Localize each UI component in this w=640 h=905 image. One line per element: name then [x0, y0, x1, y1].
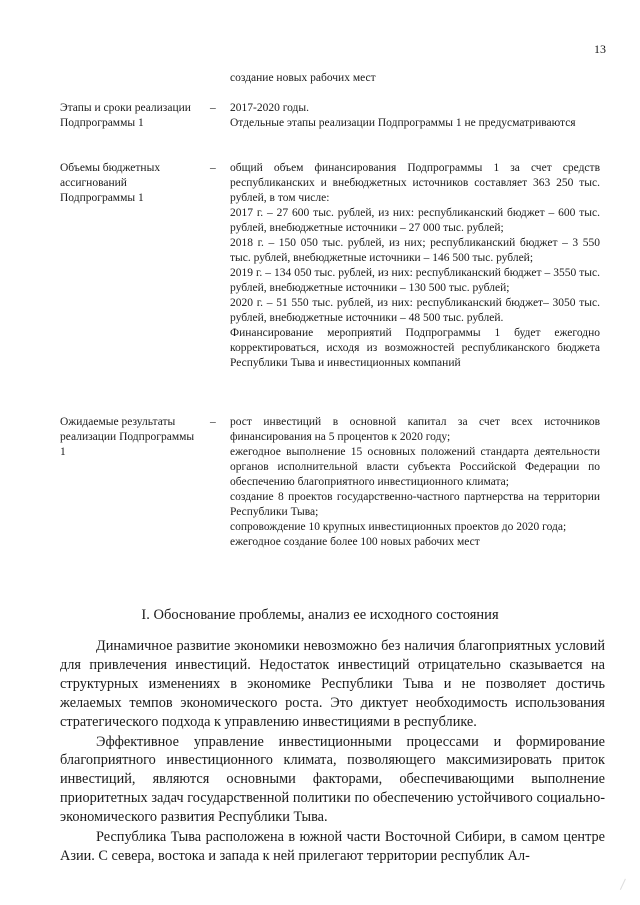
- passport-dash: –: [210, 416, 216, 428]
- passport-value: [230, 415, 600, 550]
- top-continuation-text: создание новых рабочих мест: [230, 72, 376, 84]
- passport-value-line: сопровождение 10 крупных инвестиционных проектов до 2020 года;: [230, 521, 567, 533]
- passport-label: Этапы и сроки реализации Подпрограммы 1: [60, 102, 191, 129]
- passport-dash: –: [210, 162, 216, 174]
- section-heading: I. Обоснование проблемы, анализ ее исходного состояния: [141, 607, 499, 623]
- scan-corner-mark: [620, 879, 633, 894]
- passport-value-line: ежегодное выполнение 15 основных положений стандарта деятельности органов исполнительной власти субъекта Российской Федерации по обеспечению благоприятного инвестиционного климата;: [230, 446, 600, 488]
- body-text: [60, 637, 605, 867]
- passport-value-line: 2019 г. – 134 050 тыс. рублей, из них: республиканский бюджет – 3550 тыс. рублей, внебюджетные источники – 130 500 тыс. рублей;: [230, 267, 600, 294]
- body-paragraph: Эффективное управление инвестиционными процессами и формирование благоприятного инвестиционного климата, позволяющего максимизировать приток инвестиций, являются основными факторами, обеспечивающими выполнение приоритетных задач государственной политики по обеспечению устойчивого социально-экономического развития Республики Тыва.: [60, 733, 605, 826]
- passport-value-line: создание 8 проектов государственно-частного партнерства на территории Республики Тыва;: [230, 491, 600, 518]
- passport-value-line: Финансирование мероприятий Подпрограммы 1 будет ежегодно корректироваться, исходя из возможностей республиканского бюджета Республики Тыва и инвестиционных компаний: [230, 327, 600, 369]
- passport-value-line: рост инвестиций в основной капитал за счет всех источников финансирования на 5 процентов к 2020 году;: [230, 416, 600, 443]
- page-number: 13: [594, 42, 606, 56]
- passport-value-line: общий объем финансирования Подпрограммы 1 за счет средств республиканских и внебюджетных источников составляет 363 250 тыс. рублей, в том числе:: [230, 162, 600, 204]
- passport-value: [230, 101, 600, 131]
- passport-value-line: 2017 г. – 27 600 тыс. рублей, из них: республиканский бюджет – 600 тыс. рублей, внебюджетные источники – 27 000 тыс. рублей;: [230, 207, 600, 234]
- passport-value: [230, 161, 600, 371]
- body-paragraph: Республика Тыва расположена в южной части Восточной Сибири, в самом центре Азии. С севера, востока и запада к ней прилегают территории республик Ал-: [60, 829, 605, 864]
- passport-label: Объемы бюджетных ассигнований Подпрограммы 1: [60, 162, 161, 204]
- passport-value-line: ежегодное создание более 100 новых рабочих мест: [230, 536, 480, 548]
- passport-label: Ожидаемые результаты реализации Подпрограммы 1: [60, 416, 195, 458]
- passport-dash: –: [210, 102, 216, 114]
- body-paragraph: Динамичное развитие экономики невозможно без наличия благоприятных условий для привлечения инвестиций. Недостаток инвестиций отрицательно сказывается на структурных изменениях в экономике Республики Тыва и не позволяет достичь желаемых темпов экономического роста. Это диктует необходимость использования стратегического подхода к управлению инвестициями в республике.: [60, 638, 605, 730]
- passport-value-line: Отдельные этапы реализации Подпрограммы 1 не предусматриваются: [230, 117, 576, 129]
- passport-value-line: 2020 г. – 51 550 тыс. рублей, из них: республиканский бюджет– 3050 тыс. рублей, внебюджетные источники – 48 500 тыс. рублей.: [230, 297, 600, 324]
- passport-value-line: 2018 г. – 150 050 тыс. рублей, из них; республиканский бюджет – 3 550 тыс. рублей, внебюджетные источники – 146 500 тыс. рублей;: [230, 237, 600, 264]
- passport-value-line: 2017-2020 годы.: [230, 102, 310, 114]
